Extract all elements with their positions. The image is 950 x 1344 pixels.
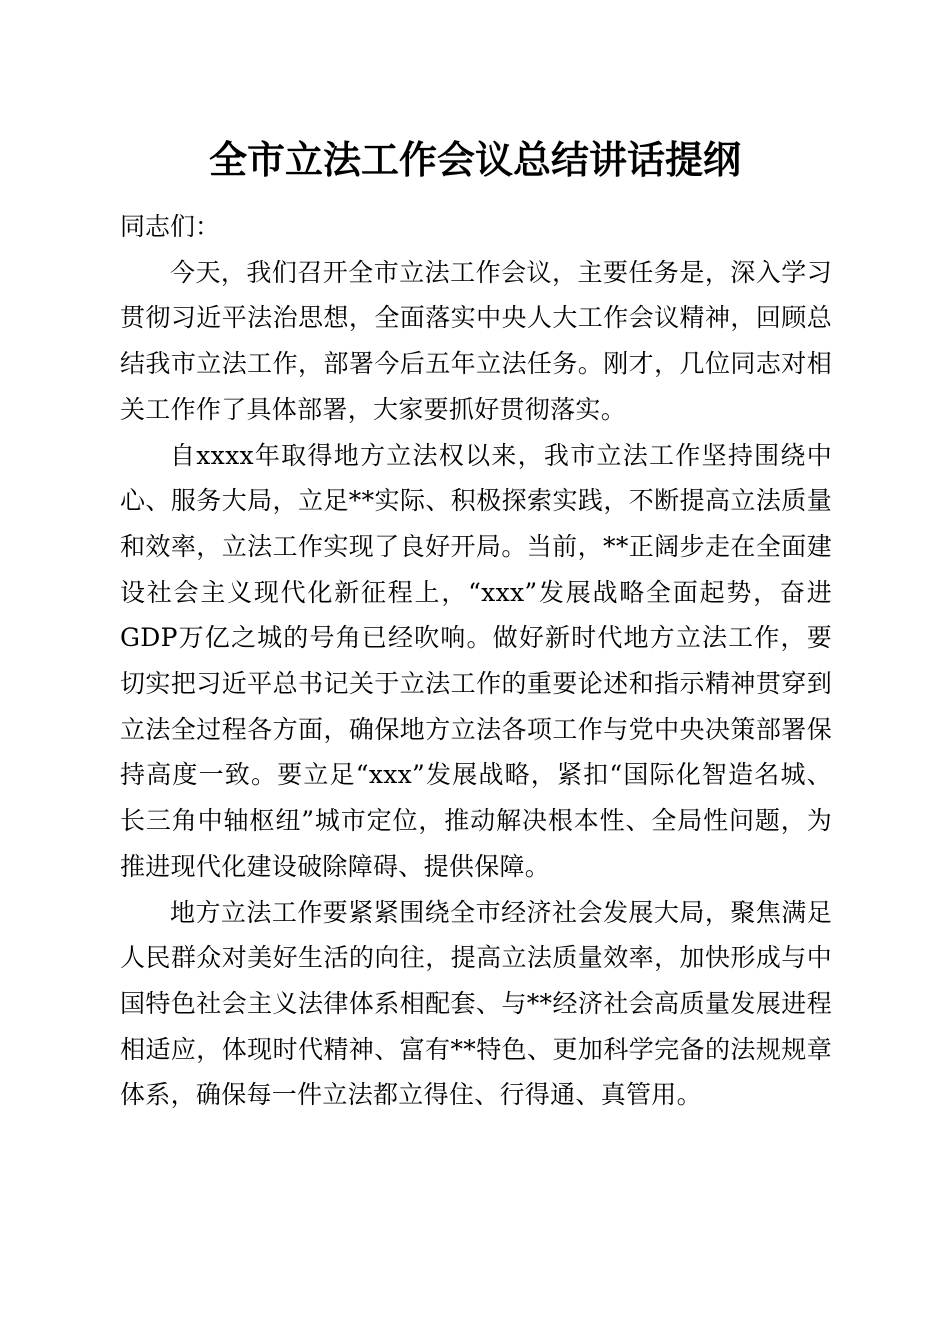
document-title: 全市立法工作会议总结讲话提纲	[208, 137, 741, 182]
paragraph-legislative-history: 自xxxx年取得地方立法权以来，我市立法工作坚持围绕中心、服务大局，立足**实际、积极探索实践，不断提高立法质量和效率，立法工作实现了良好开局。当前，**正阔步走在全面建设社会主义现代化新征程上，“xxx”发展战略全面起势，奋进GDP万亿之城的号角已经吹响。做好新时代地方立法工作，要切实把习近平总书记关于立法工作的重要论述和指示精神贯穿到立法全过程各方面，确保地方立法各项工作与党中央决策部署保持高度一致。要立足“xxx”发展战略，紧扣“国际化智造名城、长三角中轴枢纽”城市定位，推动解决根本性、全局性问题，为推进现代化建设破除障碍、提供保障。	[120, 440, 832, 881]
document-body	[120, 202, 832, 1118]
paragraph-legislative-goals: 地方立法工作要紧紧围绕全市经济社会发展大局，聚焦满足人民群众对美好生活的向往，提高立法质量效率，加快形成与中国特色社会主义法律体系相配套、与**经济社会高质量发展进程相适应，体现时代精神、富有**特色、更加科学完备的法规规章体系，确保每一件立法都立得住、行得通、真管用。	[120, 897, 832, 1110]
paragraph-opening: 今天，我们召开全市立法工作会议，主要任务是，深入学习贯彻习近平法治思想，全面落实中央人大工作会议精神，回顾总结我市立法工作，部署今后五年立法任务。刚才，几位同志对相关工作作了具体部署，大家要抓好贯彻落实。	[120, 257, 832, 424]
salutation: 同志们：	[120, 212, 221, 241]
